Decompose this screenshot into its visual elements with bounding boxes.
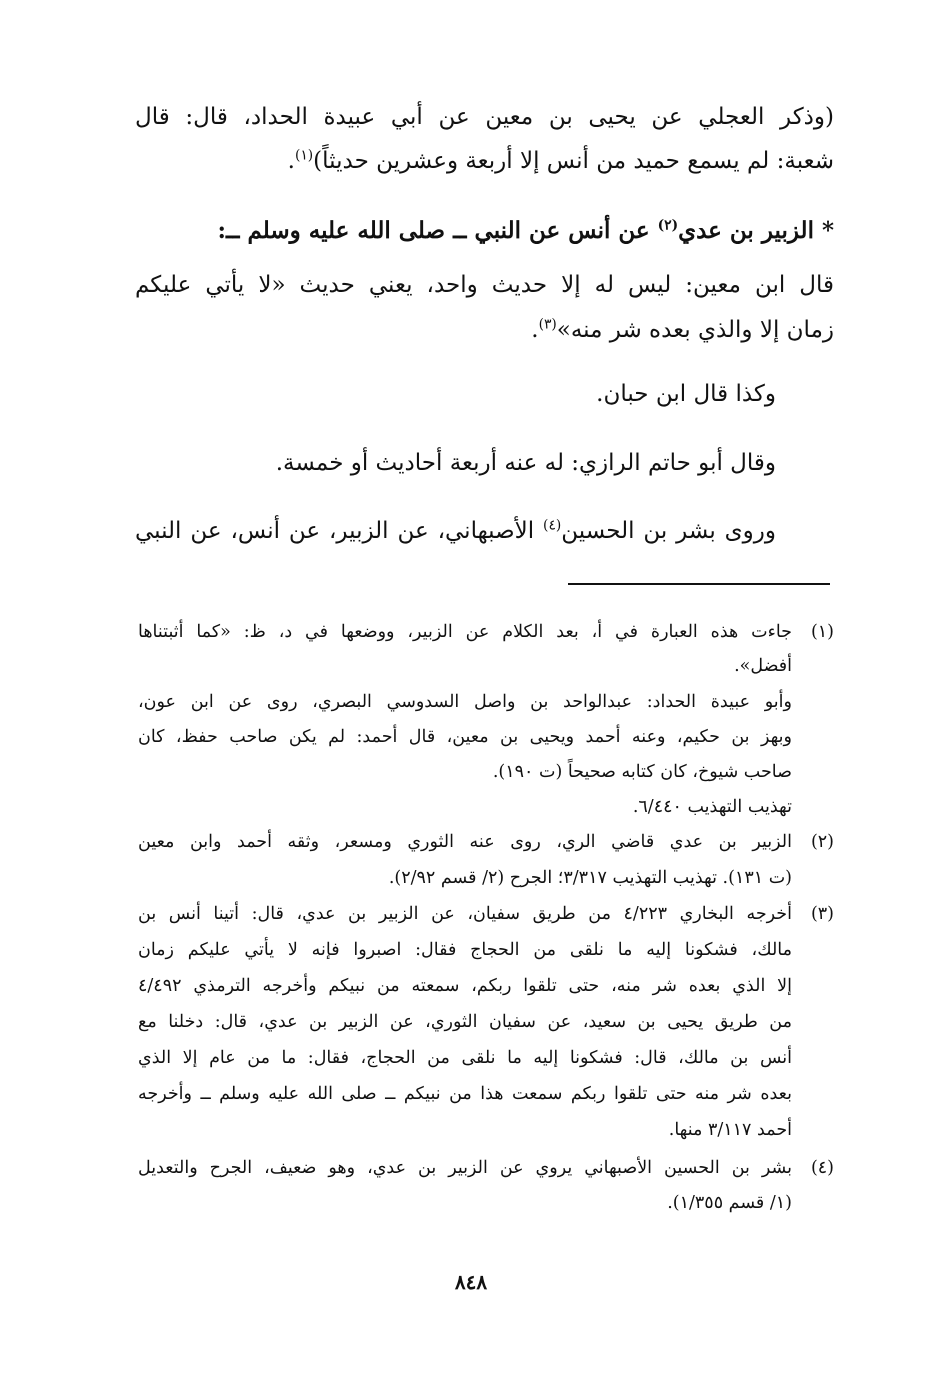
main-line-5-text: زمان إلا والذي بعده شر منه» bbox=[556, 317, 834, 343]
main-line-7: وقال أبو حاتم الرازي: له عنه أربعة أحاديث أو خمسة. bbox=[275, 450, 776, 476]
footnote-2-line-1: الزبير بن عدي قاضي الري، روى عنه الثوري ومسعر، وثقه أحمد وابن معين bbox=[138, 832, 792, 852]
main-line-2-end: . bbox=[287, 148, 295, 174]
main-line-8-rest: الأصبهاني، عن الزبير، عن أنس، عن النبي bbox=[135, 518, 544, 544]
footnote-1-line-4: وبهز بن حكيم، وعنه أحمد ويحيى بن معين، قال أحمد: لم يكن صاحب حفظ، كان bbox=[138, 727, 792, 747]
footnote-ref-1[interactable]: (١) bbox=[294, 147, 314, 164]
footnote-ref-3[interactable]: (٣) bbox=[538, 316, 557, 333]
footnote-1-line-1: جاءت هذه العبارة في أ، بعد الكلام عن الزبير، ووضعها في د، ظ: «كما أثبتناها bbox=[138, 622, 792, 642]
footnote-ref-4[interactable]: (٤) bbox=[543, 517, 562, 534]
main-line-5-end: . bbox=[531, 317, 539, 343]
footnote-1-line-3: وأبو عبيدة الحداد: عبدالواحد بن واصل السدوسي البصري، روى عن ابن عون، bbox=[138, 692, 792, 712]
main-line-8-text: وروى بشر بن الحسين bbox=[561, 518, 776, 544]
main-line-1: (وذكر العجلي عن يحيى بن معين عن أبي عبيدة الحداد، قال: قال bbox=[135, 104, 835, 130]
footnote-3-line-5: أنس بن مالك، قال: فشكونا إليه ما نلقى من الحجاج، فقال: ما من عام إلا الذي bbox=[138, 1048, 792, 1068]
footnote-1-line-5: صاحب شيوخ، كان كتابه صحيحاً (ت ١٩٠). bbox=[492, 762, 792, 782]
footnote-4-line-2: (١/ قسم ١/٣٥٥). bbox=[667, 1193, 792, 1213]
footnote-separator bbox=[568, 583, 830, 585]
footnote-3-line-6: بعده شر منه حتى تلقوا ربكم سمعت هذا من نبيكم ــ صلى الله عليه وسلم ــ وأخرجه bbox=[138, 1084, 792, 1104]
footnote-1-line-6: تهذيب التهذيب ٦/٤٤٠. bbox=[632, 797, 792, 817]
entry-heading-name: الزبير بن عدي bbox=[678, 217, 814, 244]
main-line-5 bbox=[531, 317, 834, 345]
footnote-3-line-1: أخرجه البخاري ٤/٢٢٣ من طريق سفيان، عن الزبير بن عدي، قال: أتينا أنس بن bbox=[138, 904, 792, 924]
footnote-4-number: (٤) bbox=[810, 1158, 834, 1178]
footnote-ref-2[interactable]: (٢) bbox=[657, 217, 679, 234]
entry-heading-rest: عن أنس عن النبي ــ صلى الله عليه وسلم ــ: bbox=[217, 217, 658, 244]
page-number: ٨٤٨ bbox=[454, 1270, 488, 1294]
footnote-1-line-2: أفضل». bbox=[734, 656, 792, 676]
footnote-3-line-4: من طريق يحيى بن سعيد، عن سفيان الثوري، عن الزبير بن عدي، قال: دخلنا مع bbox=[138, 1012, 792, 1032]
footnote-3-line-2: مالك، فشكونا إليه ما نلقى من الحجاج فقال: اصبروا فإنه لا يأتي عليكم زمان bbox=[138, 940, 792, 960]
footnote-3-line-3: إلا الذي بعده شر منه، حتى تلقوا ربكم، سمعته من نبيكم وأخرجه الترمذي ٤/٤٩٢ bbox=[138, 976, 792, 996]
main-line-2-text: شعبة: لم يسمع حميد من أنس إلا أربعة وعشرين حديثاً) bbox=[313, 148, 834, 174]
footnote-1-number: (١) bbox=[810, 622, 834, 642]
footnote-2-number: (٢) bbox=[810, 832, 834, 852]
main-line-6: وكذا قال ابن حبان. bbox=[596, 381, 776, 407]
entry-heading bbox=[218, 217, 835, 245]
main-line-4: قال ابن معين: ليس له إلا حديث واحد، يعني حديث «لا يأتي عليكم bbox=[135, 272, 834, 298]
footnote-4-line-1: بشر بن الحسين الأصبهاني يروي عن الزبير بن عدي، وهو ضعيف، الجرح والتعديل bbox=[138, 1158, 792, 1178]
main-line-2 bbox=[288, 148, 834, 176]
main-line-8 bbox=[135, 518, 776, 546]
star-marker: * bbox=[813, 217, 834, 244]
footnote-2-line-2: (ت ١٣١). تهذيب التهذيب ٣/٣١٧؛ الجرح (٢/ قسم ٢/٩٢). bbox=[388, 868, 792, 888]
footnote-3-line-7: أحمد ٣/١١٧ منها. bbox=[668, 1120, 792, 1140]
footnote-3-number: (٣) bbox=[810, 904, 834, 924]
